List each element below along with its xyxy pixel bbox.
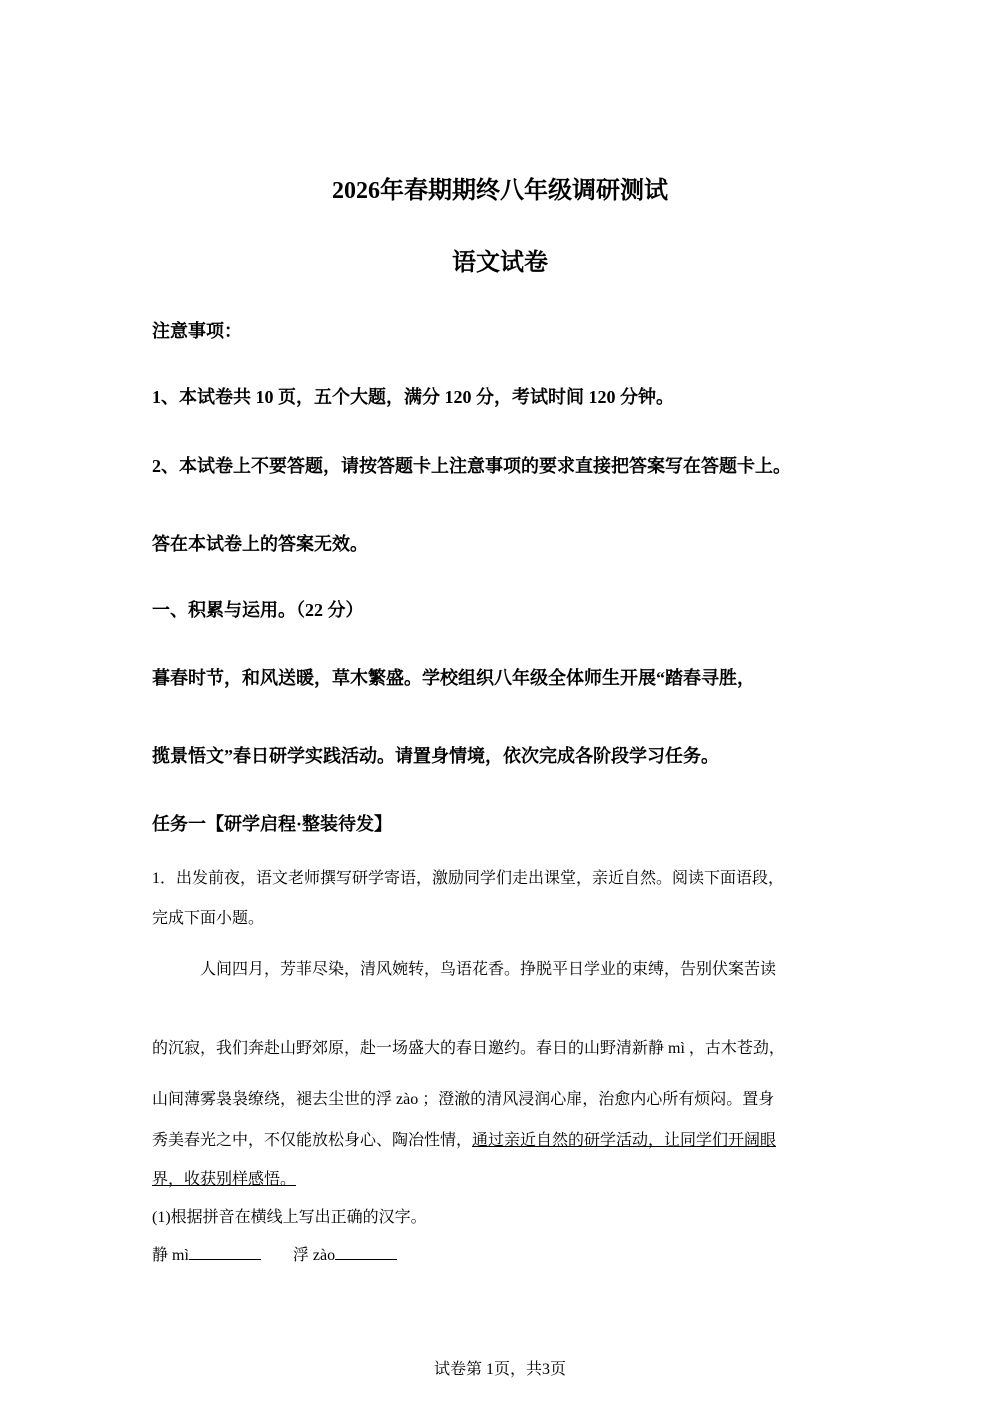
passage-line-3: 山间薄雾袅袅缭绕，褪去尘世的浮 zào ；澄澈的清风浸润心扉，治愈内心所有烦闷。置身	[152, 1091, 775, 1108]
question-stem-line-2: 完成下面小题。	[152, 910, 265, 927]
notice-heading: 注意事项：	[152, 321, 242, 341]
sub-question-1: (1)根据拼音在横线上写出正确的汉字。	[152, 1209, 427, 1226]
passage-line-2: 的沉寂，我们奔赴山野郊原，赴一场盛大的春日邀约。春日的山野清新静 mì ，古木苍劲，	[152, 1040, 785, 1057]
passage-line-1: 人间四月，芳菲尽染，清风婉转，鸟语花香。挣脱平日学业的束缚，告别伏案苦读	[200, 961, 777, 978]
passage-line-5: 界，收获别样感悟。	[152, 1171, 297, 1188]
answer-row	[152, 1242, 397, 1265]
answer-a-blank[interactable]	[189, 1245, 261, 1260]
notice-item-2-continued: 答在本试卷上的答案无效。	[152, 534, 368, 554]
section-intro-line-2: 揽景悟文”春日研学实践活动。请置身情境，依次完成各阶段学习任务。	[152, 746, 719, 766]
page-footer: 试卷第 1页，共3页	[433, 1361, 566, 1378]
section-intro-line-1: 暮春时节，和风送暖，草木繁盛。学校组织八年级全体师生开展“踏春寻胜，	[152, 668, 755, 688]
passage-line-4-plain: 秀美春光之中，不仅能放松身心、陶冶性情，	[152, 1132, 473, 1149]
question-stem-line-1: 1．出发前夜，语文老师撰写研学寄语，激励同学们走出课堂，亲近自然。阅读下面语段，	[152, 870, 785, 887]
exam-subtitle: 语文试卷	[452, 250, 548, 276]
passage-line-4	[152, 1127, 776, 1150]
notice-item-1: 1、本试卷共 10 页，五个大题，满分 120 分，考试时间 120 分钟。	[152, 387, 674, 407]
section-heading: 一、积累与运用。（22 分）	[152, 600, 364, 620]
answer-b-label: 浮 zào	[292, 1247, 336, 1264]
exam-title: 2026年春期期终八年级调研测试	[332, 178, 668, 204]
notice-item-2: 2、本试卷上不要答题，请按答题卡上注意事项的要求直接把答案写在答题卡上。	[152, 456, 791, 476]
task-heading: 任务一【研学启程·整装待发】	[152, 814, 393, 834]
answer-a-label: 静 mì	[152, 1247, 189, 1264]
passage-underlined-text: 通过亲近自然的研学活动，让同学们开阔眼	[472, 1132, 777, 1149]
answer-b-blank[interactable]	[335, 1245, 397, 1260]
